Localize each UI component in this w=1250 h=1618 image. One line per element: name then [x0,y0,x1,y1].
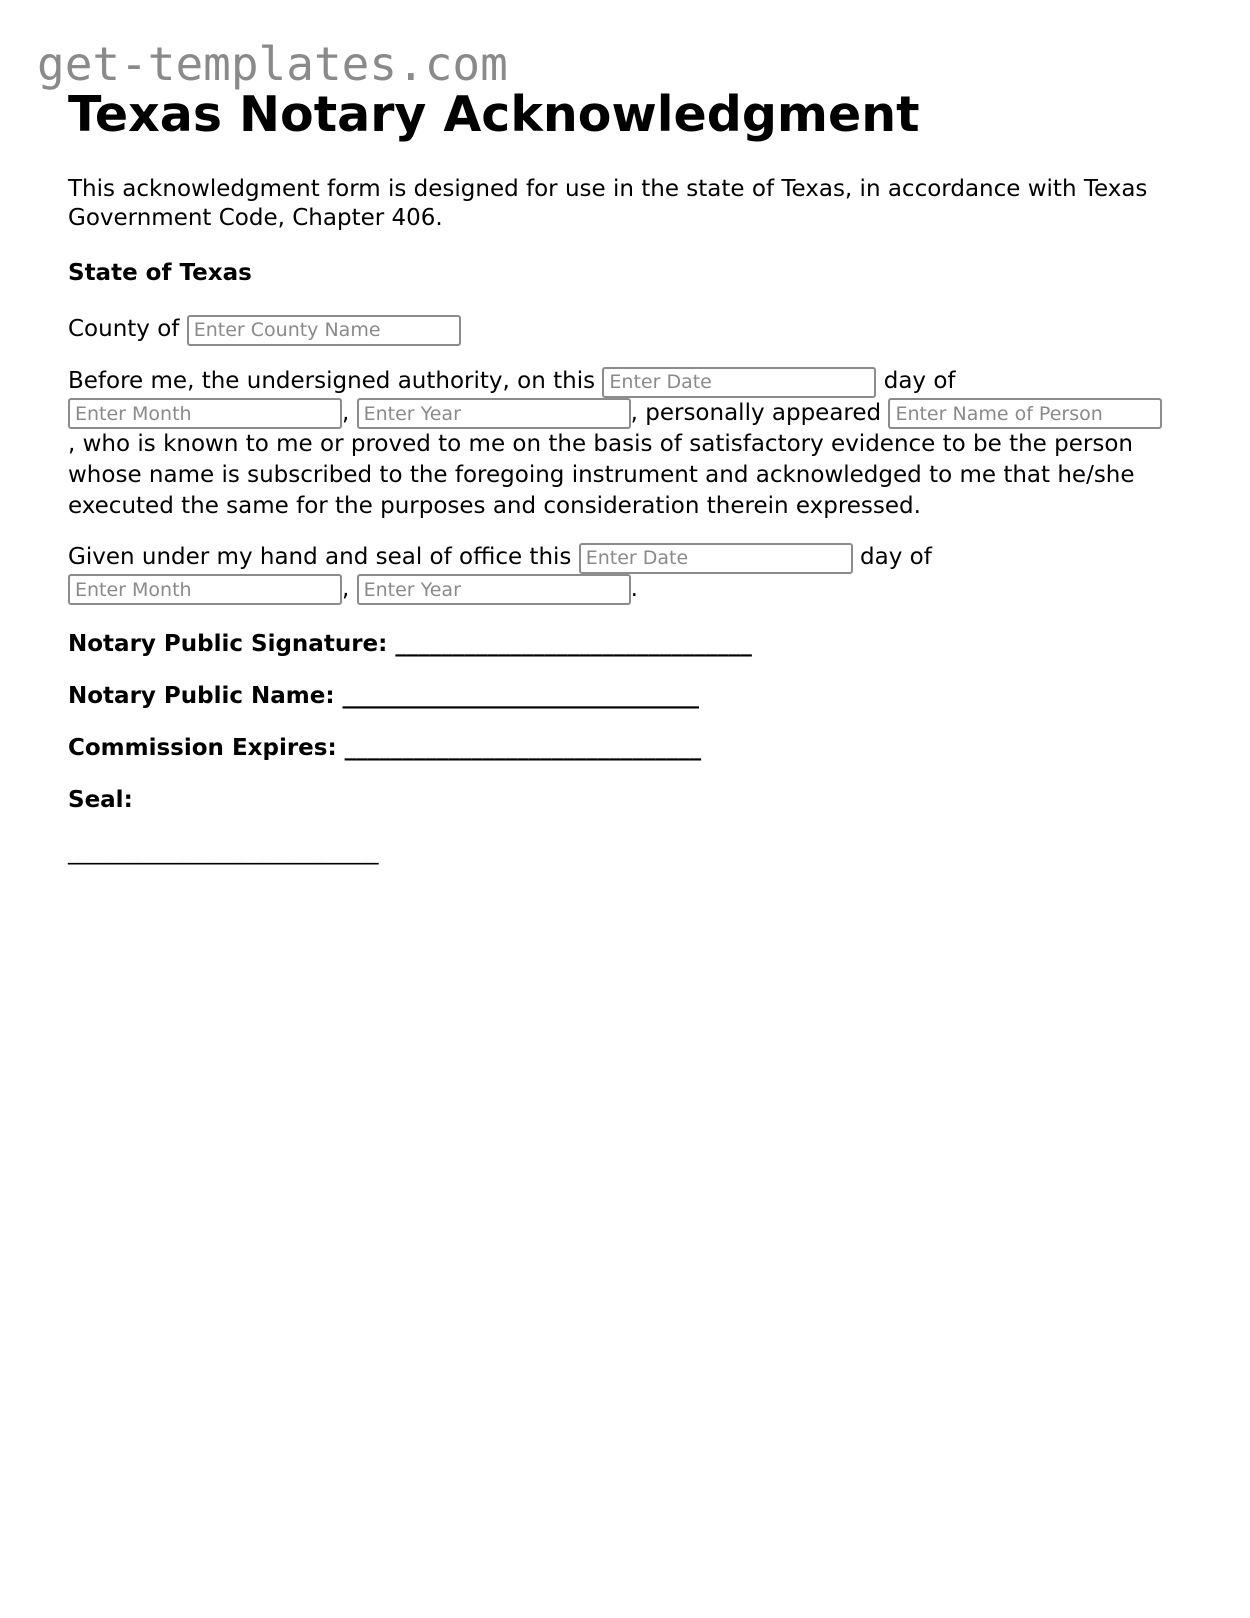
given-month-input[interactable] [68,574,342,605]
document [68,84,1188,867]
county-input[interactable] [187,315,461,346]
seal-label: Seal: [68,787,133,813]
ack-day-of-text: day of [883,368,956,394]
state-heading: State of Texas [68,260,252,286]
person-name-input[interactable] [888,398,1162,429]
county-label: County of [68,316,180,342]
ack-comma: , [342,399,350,426]
given-period: . [630,575,638,602]
given-paragraph [68,542,1188,605]
watermark: get-templates.com [37,37,508,91]
given-comma: , [342,575,350,602]
given-text: Given under my hand and seal of office this [68,544,572,570]
acknowledgment-paragraph [68,366,1188,522]
notary-name-line: Notary Public Name: _______________________________ [68,683,700,709]
before-text: Before me, the undersigned authority, on this [68,368,596,394]
acknowledgment-body: , who is known to me or proved to me on the basis of satisfactory evidence to be the person whose name is subscribed to the foregoing instrument and acknowledged to me that he/she executed the same for the purposes and consideration therein expressed. [68,431,1135,519]
ack-year-input[interactable] [357,398,631,429]
appeared-text: , personally appeared [630,399,882,426]
county-line [68,312,1188,346]
given-year-input[interactable] [357,574,631,605]
ack-date-input[interactable] [602,367,876,398]
notary-signature-line: Notary Public Signature: _______________________________ [68,631,752,657]
intro-text: This acknowledgment form is designed for use in the state of Texas, in accordance with Texas Government Code, Chapter 406. [68,176,1148,231]
given-day-of-text: day of [860,544,932,570]
given-date-input[interactable] [579,543,853,574]
seal-blank-line: ___________________________ [68,839,379,865]
page-title: Texas Notary Acknowledgment [68,86,920,143]
ack-month-input[interactable] [68,398,342,429]
commission-expires-line: Commission Expires: _______________________________ [68,735,702,761]
